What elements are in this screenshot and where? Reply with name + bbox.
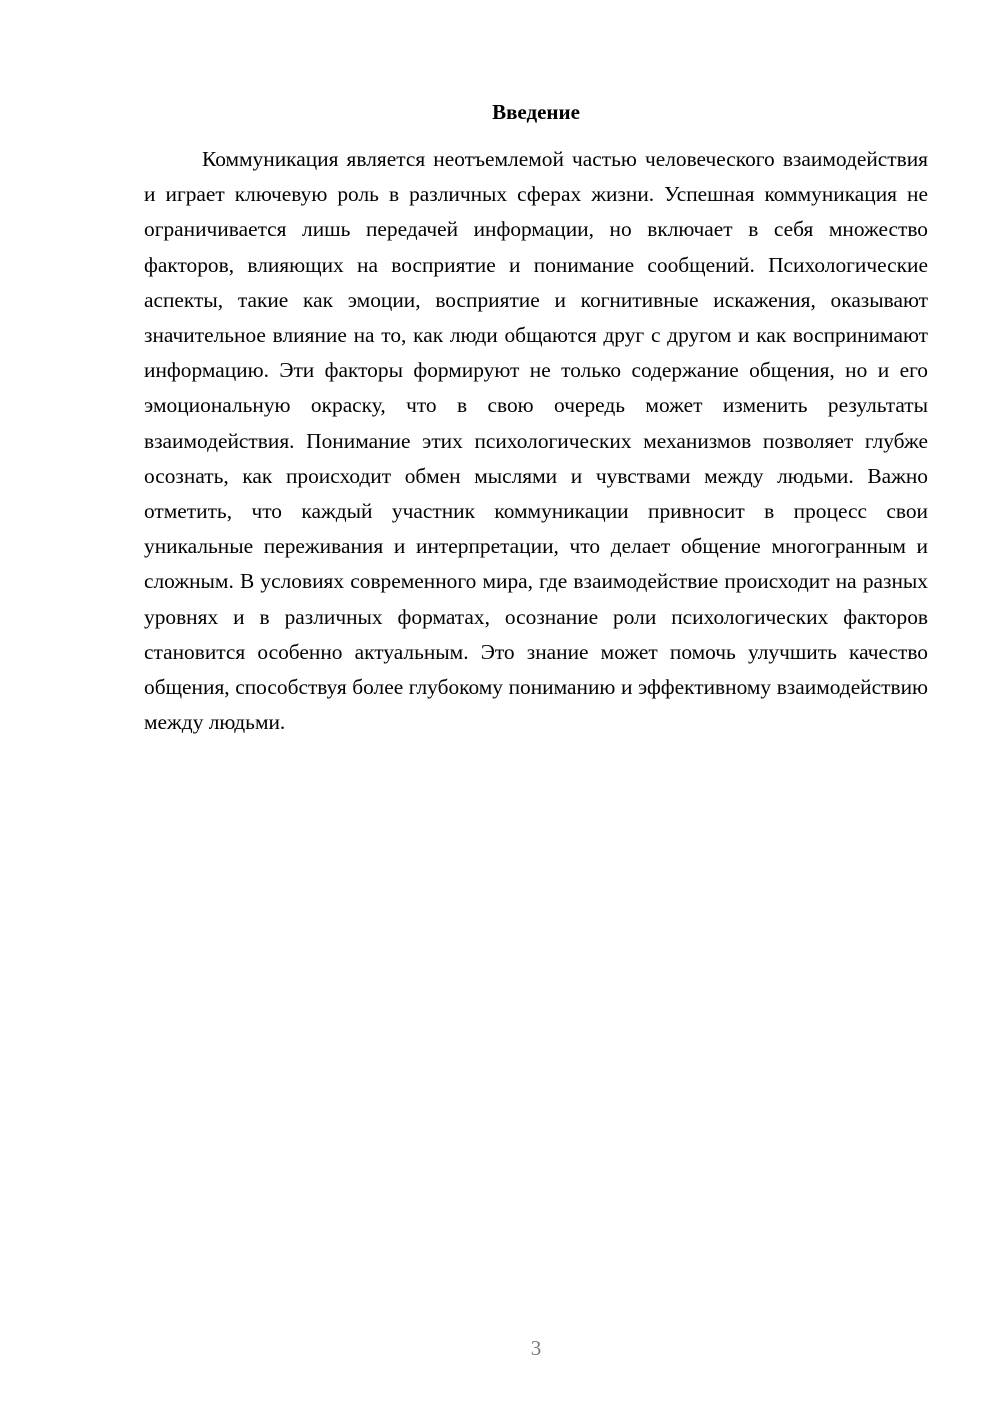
section-title: Введение [492, 100, 580, 124]
page-number: 3 [530, 1336, 542, 1360]
introduction-paragraph: Коммуникация является неотъемлемой частью человеческого взаимодействия и играет ключевую роль в различных сферах жизни. Успешная коммуникация не ограничивается лишь передачей информации, но включает в себя множество факторов, влияющих на восприятие и понимание сообщений. Психологические аспекты, такие как эмоции, восприятие и когнитивные искажения, оказывают значительное влияние на то, как люди общаются друг с другом и как воспринимают информацию. Эти факторы формируют не только содержание общения, но и его эмоциональную окраску, что в свою очередь может изменить результаты взаимодействия. Понимание этих психологических механизмов позволяет глубже осознать, как происходит обмен мыслями и чувствами между людьми. Важно отметить, что каждый участник коммуникации привносит в процесс свои уникальные переживания и интерпретации, что делает общение многогранным и сложным. В условиях современного мира, где взаимодействие происходит на разных уровнях и в различных форматах, осознание роли психологических факторов становится особенно актуальным. Это знание может помочь улучшить качество общения, способствуя более глубокому пониманию и эффективному взаимодействию между людьми. [144, 147, 928, 735]
